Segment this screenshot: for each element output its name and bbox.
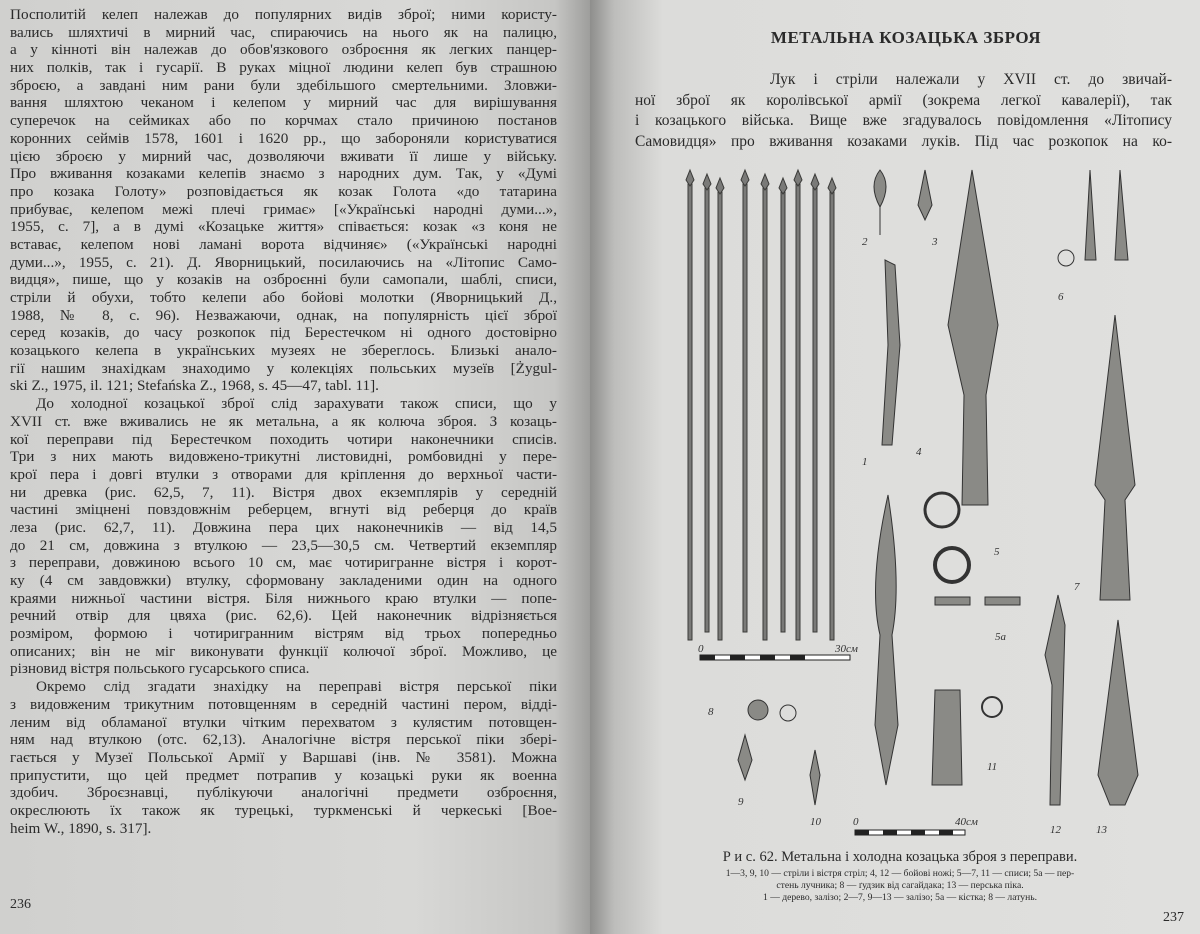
knife-12 xyxy=(1045,595,1065,805)
text-line: гії нашим знахідкам знаходимо у колекціях польських музеїв [Żygul- xyxy=(10,359,557,377)
text-line: розміром, формою і чотиригранним вістрям від трьох попередньо xyxy=(10,625,557,643)
arrow-shafts xyxy=(686,170,836,640)
text-line: кої переправи під Берестечком походить чотири наконечники списів. xyxy=(10,430,557,448)
figure-caption-line: стень лучника; 8 — ґудзик від сагайдака; 13 — перська піка. xyxy=(776,880,1024,891)
section-title: МЕТАЛЬНА КОЗАЦЬКА ЗБРОЯ xyxy=(770,28,1042,47)
text-line: heim W., 1890, s. 317]. xyxy=(10,819,152,837)
arrowhead xyxy=(686,170,694,186)
text-line: частині зміцнені повздовжнім реберцем, вгнуті від реберця до країв xyxy=(10,501,557,519)
text-line: прибуває, келепом межі плечі гримає» [«Українські народні думи...», xyxy=(10,200,557,218)
pike-13 xyxy=(1098,620,1138,805)
text-line: крої пера і довгі втулки з отворами для кріплення до верхньої части- xyxy=(10,465,557,483)
svg-text:1: 1 xyxy=(862,456,868,468)
arrowhead-2 xyxy=(874,170,886,207)
text-line: Самовидця» про вживання козаками луків. Під час розкопок на ко- xyxy=(635,132,1172,150)
svg-text:10: 10 xyxy=(810,816,821,828)
text-line: ку (4 см завдовжки) втулку, сформовану закладеними один на одного xyxy=(10,572,557,589)
right-page-text xyxy=(635,70,1172,152)
spear-5 xyxy=(948,170,998,505)
text-line: Посполитій келеп належав до популярних видів зброї; ними користу- xyxy=(10,6,557,23)
spear-6 xyxy=(1085,170,1128,260)
figure-caption-line: 1—3, 9, 10 — стріли і вістря стріл; 4, 12 — бойові ножі; 5—7, 11 — списи; 5а — пер- xyxy=(725,868,1075,879)
arrowhead xyxy=(716,178,724,194)
text-line: козацького келепа в українських музеях не збереглось. Близькі анало- xyxy=(10,342,557,360)
text-line: здобич. Зброєзнавці, публікуючи аналогічні предмети озброєння, xyxy=(10,784,557,802)
text-line: речний отвір для цвяха (рис. 62,6). Цей наконечник відрізняється xyxy=(10,607,557,625)
text-line: видця», пише, що у козаків на озброєнні були самопали, шаблі, списи, xyxy=(10,271,557,289)
arrowhead xyxy=(811,174,819,190)
arrowhead xyxy=(741,170,749,186)
figure-weapons-illustration xyxy=(670,165,1190,845)
scale-bar-2 xyxy=(853,816,978,835)
text-line: зброєю, а завдані ним рани були здебільшого смертельними. Зловжи- xyxy=(10,76,557,94)
text-line: Лук і стріли належали у XVII ст. до звичай- xyxy=(770,71,1172,88)
text-line: з переправи, довжиною всього 10 см, має чотиригранне вістря і корот- xyxy=(10,554,557,572)
svg-text:5а: 5а xyxy=(995,631,1006,643)
page-number-left: 236 xyxy=(10,897,31,912)
text-line: окреслюють їх також як турецькі, туркменські й черкеські [Boe- xyxy=(10,801,557,819)
arrowhead xyxy=(794,170,802,186)
text-line: 1988, № 8, с. 96). Незважаючи, однак, на популярність цієї зброї xyxy=(10,306,557,324)
text-line: леза (рис. 62,7, 11). Довжина пера цих наконечників — від 14,5 xyxy=(10,518,557,536)
text-line: і козацького війська. Вище вже згадувалось повідомлення «Літопису xyxy=(635,112,1172,129)
svg-text:8: 8 xyxy=(708,706,714,718)
text-line: гається у Музеї Польської Армії у Варшаві (інв. № 3581). Можна xyxy=(10,748,557,766)
arrowhead xyxy=(761,174,769,190)
text-line: До холодної козацької зброї слід зарахувати також списи, що у xyxy=(36,395,557,413)
figure-caption-line: 1 — дерево, залізо; 2—7, 9—13 — залізо; 5а — кістка; 8 — латунь. xyxy=(763,892,1037,903)
text-line: краями нижньої частини вістря. Біля нижнього краю втулки — попе- xyxy=(10,589,557,607)
text-line: вання шляхтою чеканом і келепом у мирний час для вирішування xyxy=(10,94,557,112)
left-page-text xyxy=(10,6,557,837)
page-number-right: 237 xyxy=(1163,910,1184,925)
arrowhead-10 xyxy=(810,750,820,805)
text-line: про козака Голоту» розповідається як козак Голота «до татарина xyxy=(10,182,557,200)
svg-text:0: 0 xyxy=(853,816,859,828)
svg-text:7: 7 xyxy=(1074,581,1080,593)
arrowhead-9 xyxy=(738,735,752,780)
arrow-shaft xyxy=(718,192,722,640)
text-line: коронних сеймів 1578, 1601 і 1620 рр., що забороняли користуватися xyxy=(10,129,557,147)
svg-text:2: 2 xyxy=(862,236,868,248)
text-line: 1955, с. 7], а в думі «Козацьке життя» співається: козак «з коня не xyxy=(10,218,557,236)
text-line: Про вживання козаками келепів знаємо з народних дум. Так, у «Думі xyxy=(10,165,557,183)
svg-text:12: 12 xyxy=(1050,824,1061,836)
button-8 xyxy=(748,700,768,720)
svg-text:3: 3 xyxy=(932,236,938,248)
text-line: а у кінноті він належав до обов'язкового озброєння як легких панцер- xyxy=(10,41,557,59)
text-line: серед козаків, до часу розкопок під Берестечком ні одного достовірно xyxy=(10,324,557,342)
figure-caption-title: Р и с. 62. Метальна і холодна козацька зброя з переправи. xyxy=(722,849,1078,865)
svg-text:4: 4 xyxy=(916,446,922,458)
ring-5a xyxy=(925,493,959,527)
arrow-shaft xyxy=(830,192,834,640)
text-line: стріли й обухи, тобто келепи або бойові молотки (Яворницький Д., xyxy=(10,289,557,306)
knife-11 xyxy=(875,495,898,785)
spear-7 xyxy=(1095,315,1135,600)
text-line: XVII ст. вже вживались не як метальна, а як колюча зброя. З козаць- xyxy=(10,412,557,430)
scale-bar-1 xyxy=(698,643,858,660)
arrowhead xyxy=(779,178,787,194)
text-line: вставає, келепом нові ламані ворота відчиняє» («Українські народні xyxy=(10,235,557,253)
arrowhead-3 xyxy=(918,170,932,220)
text-line: Окремо слід згадати знахідку на переправі вістря перської піки xyxy=(36,678,557,696)
text-line: леним від обламаної втулки чітким перехватом з кулястим потовщен- xyxy=(10,713,557,731)
scale-end-2: 40см xyxy=(955,816,978,828)
arrowhead xyxy=(703,174,711,190)
text-line: них полків, так і гусарії. В руках міцної людини келеп був страшною xyxy=(10,59,557,77)
arrowhead xyxy=(828,178,836,194)
scale-start-1: 0 xyxy=(698,643,704,655)
text-line: ski Z., 1975, il. 121; Stefańska Z., 1968, s. 45—47, tabl. 11]. xyxy=(10,377,379,395)
text-line: припустити, що цей предмет потрапив у козацькі руки як военна xyxy=(10,766,557,784)
figure-labels xyxy=(708,236,1108,836)
text-line: ням над втулкою (отс. 62,13). Аналогічне вістря перської піки зберi- xyxy=(10,731,557,749)
scale-end-1: 30см xyxy=(835,643,858,655)
arrow-shaft xyxy=(763,188,767,640)
text-line: думи...», 1955, с. 21). Д. Яворницький, посилаючись на «Літопис Само- xyxy=(10,253,557,271)
arrow-shaft xyxy=(813,188,817,632)
arrow-shaft xyxy=(743,184,747,632)
svg-text:9: 9 xyxy=(738,796,744,808)
text-line: суперечок на сеймиках або по корчмах стало причиною постанов xyxy=(10,112,557,130)
svg-text:5: 5 xyxy=(994,546,1000,558)
knife-4 xyxy=(882,260,900,445)
svg-text:6: 6 xyxy=(1058,291,1064,303)
text-line: ної зброї як королівської армії (зокрема легкої кавалерії), так xyxy=(635,91,1172,109)
spear-11b xyxy=(932,690,962,785)
text-line: до 21 см, довжина з втулкою — 23,5—30,5 см. Четвертий екземпляр xyxy=(10,536,557,554)
text-line: Три з них мають видовжено-трикутні листовидні, ромбовидні у пере- xyxy=(10,448,557,466)
text-line: описаних; він не міг виконувати функції колючої зброї. Можливо, це xyxy=(10,642,557,660)
svg-text:11: 11 xyxy=(987,761,998,773)
text-line: вались шляхтичі в мирний час, спираючись на нього як на палицю, xyxy=(10,23,557,41)
arrow-shaft xyxy=(781,192,785,632)
text-line: цією зброєю у мирний час, дозволяючи вживати її лише у війську. xyxy=(10,147,557,165)
text-line: ни древка (рис. 62,5, 7, 11). Вістря двох екземплярів у середній xyxy=(10,483,557,501)
text-line: різновид вістря польського гусарського списа. xyxy=(10,660,310,678)
arrow-shaft xyxy=(796,184,800,640)
arrow-shaft xyxy=(688,184,692,640)
svg-text:13: 13 xyxy=(1096,824,1107,836)
text-line: з видовженим трикутним потовщенням в середній частині пером, відді- xyxy=(10,695,557,713)
arrow-shaft xyxy=(705,188,709,632)
